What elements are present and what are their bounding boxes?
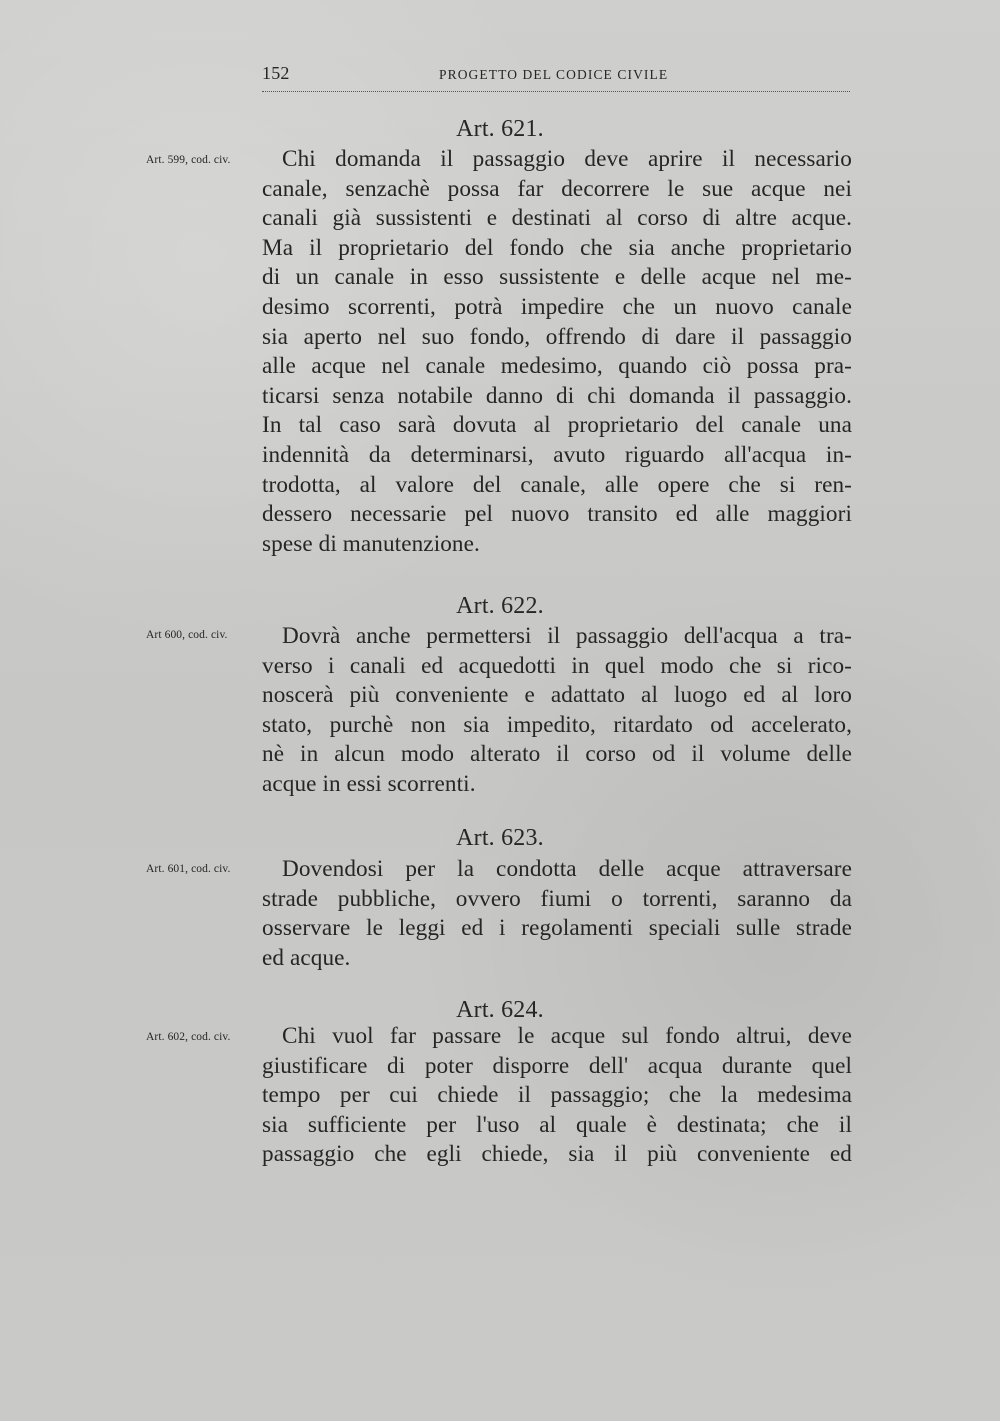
article-line: Chi domanda il passaggio deve aprire il necessario	[282, 146, 852, 172]
article-line: canale, senzachè possa far decorrere le sue acque nei	[262, 175, 852, 202]
article-line: stato, purchè non sia impedito, ritardato od accelerato,	[262, 711, 852, 738]
article-line: Ma il proprietario del fondo che sia anche proprietario	[262, 234, 852, 261]
margin-reference: Art. 601, cod. civ.	[146, 863, 231, 875]
article-line: desimo scorrenti, potrà impedire che un nuovo canale	[262, 293, 852, 320]
running-title: PROGETTO DEL CODICE CIVILE	[439, 67, 669, 82]
page-header	[262, 57, 850, 92]
article-heading: Art. 622.	[456, 593, 544, 619]
article-line: verso i canali ed acquedotti in quel modo che si rico-	[262, 652, 852, 679]
article-line: acque in essi scorrenti.	[262, 770, 476, 797]
article-heading: Art. 621.	[456, 116, 544, 142]
article-line: In tal caso sarà dovuta al proprietario del canale una	[262, 412, 852, 439]
article-line: trodotta, al valore del canale, alle opere che si ren-	[262, 471, 852, 498]
article-line: indennità da determinarsi, avuto riguardo all'acqua in-	[262, 441, 852, 468]
article-heading: Art. 623.	[456, 825, 544, 851]
article-line: ed acque.	[262, 944, 351, 971]
article-line: alle acque nel canale medesimo, quando ciò possa pra-	[262, 353, 852, 380]
article-line: spese di manutenzione.	[262, 530, 480, 557]
article-body	[262, 1022, 852, 1170]
margin-reference: Art. 599, cod. civ.	[146, 154, 231, 166]
article-line: Chi vuol far passare le acque sul fondo altrui, deve	[282, 1023, 852, 1049]
article-line: di un canale in esso sussistente e delle acque nel me-	[262, 264, 852, 291]
article-line: sia sufficiente per l'uso al quale è destinata; che il	[262, 1111, 852, 1138]
page-number: 152	[262, 63, 290, 83]
article-line: Dovendosi per la condotta delle acque attraversare	[282, 856, 852, 882]
article-line: osservare le leggi ed i regolamenti speciali sulle strade	[262, 915, 852, 942]
article-heading: Art. 624.	[456, 997, 544, 1023]
article-line: strade pubbliche, ovvero fiumi o torrenti, saranno da	[262, 885, 852, 912]
margin-reference: Art 600, cod. civ.	[146, 629, 228, 641]
article-line: sia aperto nel suo fondo, offrendo di dare il passaggio	[262, 323, 852, 350]
article-line: passaggio che egli chiede, sia il più conveniente ed	[262, 1141, 852, 1168]
article-body	[262, 622, 852, 800]
article-body	[262, 855, 852, 973]
article-line: Dovrà anche permettersi il passaggio dell'acqua a tra-	[282, 623, 852, 649]
margin-reference: Art. 602, cod. civ.	[146, 1031, 231, 1043]
article-line: dessero necessarie pel nuovo transito ed alle maggiori	[262, 501, 852, 528]
article-line: giustificare di poter disporre dell' acqua durante quel	[262, 1052, 852, 1079]
article-body	[262, 145, 852, 559]
article-line: tempo per cui chiede il passaggio; che la medesima	[262, 1082, 852, 1109]
article-line: noscerà più conveniente e adattato al luogo ed al loro	[262, 682, 852, 709]
article-line: nè in alcun modo alterato il corso od il volume delle	[262, 741, 852, 768]
article-line: canali già sussistenti e destinati al corso di altre acque.	[262, 205, 852, 232]
article-line: ticarsi senza notabile danno di chi domanda il passaggio.	[262, 382, 852, 409]
